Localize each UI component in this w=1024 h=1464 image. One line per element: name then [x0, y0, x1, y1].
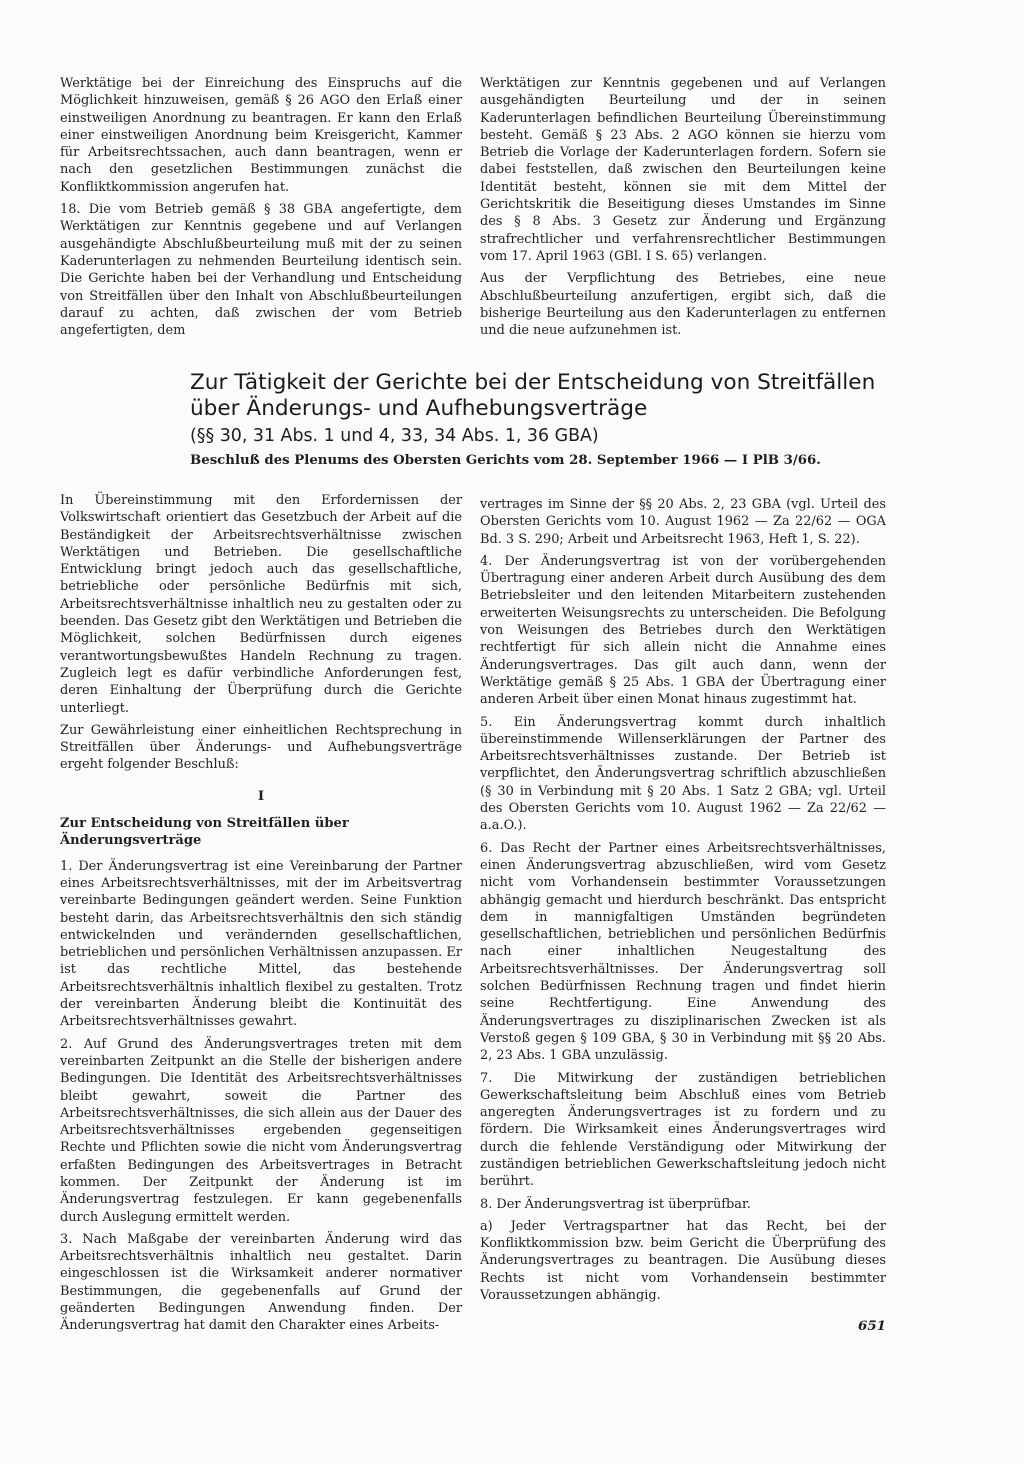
paragraph: Werktätige bei der Einreichung des Einspruchs auf die Möglichkeit hinzuweisen, gemäß § 26 AGO den Erlaß einer einstweiligen Anordnung zu beantragen. Er kann den Erlaß einer einstweiligen Anordnung beim Kreisgericht, Kammer für Arbeitsrechtssachen, auch dann beantragen, wenn er nach den gesetzlichen Bestimmungen zunächst die Konfliktkommission angerufen hat.: [60, 76, 462, 195]
paragraph: 18. Die vom Betrieb gemäß § 38 GBA angefertigte, dem Werktätigen zur Kenntnis gegebene und auf Verlangen ausgehändigte Abschlußbeurteilung muß mit der zu seinen Kaderunterlagen zu nehmenden Beurteilung identisch sein. Die Gerichte haben bei der Verhandlung und Entscheidung von Streitfällen über den Inhalt von Abschlußbeurteilungen darauf zu achten, daß zwischen der vom Betrieb angefertigten, dem: [60, 202, 462, 339]
paragraph: 3. Nach Maßgabe der vereinbarten Änderung wird das Arbeitsrechtsverhältnis inhaltlich neu gestaltet. Darin eingeschlossen ist die Wirksamkeit anderer normativer Bestimmungen, die gegebenenfalls auf Grund der geänderten Bedingungen Anwendung finden. Der Änderungsvertrag hat damit den Charakter eines Arbeits-: [60, 1231, 462, 1334]
article-title-line-2: über Änderungs- und Aufhebungsverträge: [190, 396, 648, 421]
bottom-left-column: [60, 492, 462, 1340]
paragraph: 7. Die Mitwirkung der zuständigen betrieblichen Gewerkschaftsleitung beim Abschluß eines vom Betrieb angeregten Änderungsvertrages ist zu fordern und zu fördern. Die Wirksamkeit eines Änderungsvertrages wird durch die fehlende Verständigung oder Mitwirkung der zuständigen betrieblichen Gewerkschaftsleitung jedoch nicht berührt.: [480, 1070, 886, 1190]
paragraph: a) Jeder Vertragspartner hat das Recht, bei der Konfliktkommission bzw. beim Gericht die Überprüfung des Änderungsvertrages zu beantragen. Die Ausübung dieses Rechts ist nicht vom Vorhandensein bestimmter Voraussetzungen abhängig.: [480, 1218, 886, 1304]
article-title-line-1: Zur Tätigkeit der Gerichte bei der Entscheidung von Streitfällen: [190, 370, 876, 395]
page-number: 651: [858, 1318, 886, 1334]
top-right-column: [480, 75, 886, 344]
top-left-column: [60, 75, 462, 344]
paragraph: vertrages im Sinne der §§ 20 Abs. 2, 23 GBA (vgl. Urteil des Obersten Gerichts vom 10. August 1962 — Za 22/62 — OGA Bd. 3 S. 290; Arbeit und Arbeitsrecht 1963, Heft 1, S. 22).: [480, 497, 886, 547]
paragraph: Zur Gewährleistung einer einheitlichen Rechtsprechung in Streitfällen über Änderungs- und Aufhebungsverträge ergeht folgender Beschluß:: [60, 722, 462, 773]
paragraph: 6. Das Recht der Partner eines Arbeitsrechtsverhältnisses, einen Änderungsvertrag abzuschließen, wird vom Gesetz nicht vom Vorhandensein bestimmter Voraussetzungen abhängig gemacht und hierdurch beschränkt. Das entspricht dem in mannigfaltigen Umständen begründeten gesellschaftlichen, betrieblichen und persönlichen Bedürfnis nach einer inhaltlichen Neugestaltung des Arbeitsrechtsverhältnisses. Der Änderungsvertrag soll solchen Bedürfnissen Rechnung tragen und findet hierin seine Rechtfertigung. Eine Anwendung des Änderungsvertrages zu disziplinarischen Zwecken ist als Verstoß gegen § 109 GBA, § 30 in Verbindung mit §§ 20 Abs. 2, 23 Abs. 1 GBA unzulässig.: [480, 840, 886, 1064]
bottom-right-column: [480, 496, 886, 1309]
paragraph: 8. Der Änderungsvertrag ist überprüfbar.: [480, 1196, 751, 1212]
paragraph: 4. Der Änderungsvertrag ist von der vorübergehenden Übertragung einer anderen Arbeit durch Ausübung des dem Betriebsleiter und den leitenden Mitarbeitern zustehenden erweiterten Weisungsrechts zu unterscheiden. Die Befolgung von Weisungen des Betriebes durch den Werktätigen rechtfertigt für sich allein nicht die Annahme eines Änderungsvertrages. Das gilt auch dann, wenn der Werktätige gemäß § 25 Abs. 1 GBA der Übertragung einer anderen Arbeit über einen Monat hinaus zugestimmt hat.: [480, 553, 886, 708]
paragraph: 5. Ein Änderungsvertrag kommt durch inhaltlich übereinstimmende Willenserklärungen der Partner des Arbeitsrechtsverhältnisses zustande. Der Betrieb ist verpflichtet, den Änderungsvertrag schriftlich abzuschließen (§ 30 in Verbindung mit § 20 Abs. 1 Satz 2 GBA; vgl. Urteil des Obersten Gerichts vom 10. August 1962 — Za 22/62 — a.a.O.).: [480, 714, 886, 834]
section-number: I: [257, 787, 265, 804]
article-header: [190, 370, 910, 468]
paragraph: Aus der Verpflichtung des Betriebes, eine neue Abschlußbeurteilung anzufertigen, ergibt sich, daß die bisherige Beurteilung aus den Kaderunterlagen zu entfernen und die neue aufzunehmen ist.: [480, 271, 886, 339]
paragraph: In Übereinstimmung mit den Erfordernissen der Volkswirtschaft orientiert das Gesetzbuch der Arbeit auf die Beständigkeit der Arbeitsrechtsverhältnisse zwischen Werktätigen und Betrieben. Die gesellschaftliche Entwicklung bringt jedoch auch das gesellschaftliche, betriebliche oder persönliche Bedürfnis mit sich, Arbeitsrechtsverhältnisse inhaltlich neu zu gestalten oder zu beenden. Das Gesetz gibt den Werktätigen und Betrieben die Möglichkeit, solchen Bedürfnissen durch eigenes verantwortungsbewußtes Handeln Rechnung zu tragen. Zugleich legt es dafür verbindliche Anforderungen fest, deren Einhaltung der Überprüfung durch die Gerichte unterliegt.: [60, 493, 462, 716]
paragraph: 1. Der Änderungsvertrag ist eine Vereinbarung der Partner eines Arbeitsrechtsverhältnisses, mit der im Arbeitsvertrag vereinbarte Bedingungen geändert werden. Seine Funktion besteht darin, das Arbeitsrechtsverhältnis den sich ständig entwickelnden und verändernden gesellschaftlichen, betrieblichen und persönlichen Verhältnissen anzupassen. Er ist das rechtliche Mittel, das bestehende Arbeitsrechtsverhältnis inhaltlich flexibel zu gestalten. Trotz der vereinbarten Änderung bleibt die Kontinuität des Arbeitsrechtsverhältnisses gewahrt.: [60, 858, 462, 1030]
decision-reference: Beschluß des Plenums des Obersten Gerichts vom 28. September 1966 — I PlB 3/66.: [190, 453, 821, 468]
paragraph: Werktätigen zur Kenntnis gegebenen und auf Verlangen ausgehändigten Beurteilung und der in seinen Kaderunterlagen befindlichen Beurteilung Übereinstimmung besteht. Gemäß § 23 Abs. 2 AGO können sie hierzu vom Betrieb die Vorlage der Kaderunterlagen fordern. Sofern sie dabei feststellen, daß zwischen den Beurteilungen keine Identität besteht, können sie mit dem Mittel der Gerichtskritik die Beseitigung dieses Umstandes im Sinne des § 8 Abs. 3 Gesetz zur Änderung und Ergänzung strafrechtlicher und verfahrensrechtlicher Bestimmungen vom 17. April 1963 (GBl. I S. 65) verlangen.: [480, 76, 886, 264]
article-subtitle: (§§ 30, 31 Abs. 1 und 4, 33, 34 Abs. 1, 36 GBA): [190, 426, 599, 446]
section-heading: Zur Entscheidung von Streitfällen über Änderungsverträge: [60, 816, 349, 849]
paragraph: 2. Auf Grund des Änderungsvertrages treten mit dem vereinbarten Zeitpunkt an die Stelle der bisherigen andere Bedingungen. Die Identität des Arbeitsrechtsverhältnisses bleibt gewahrt, soweit die Partner des Arbeitsrechtsverhältnisses, die sich allein aus der Dauer des Arbeitsrechtsverhältnisses ergebenden gegenseitigen Rechte und Pflichten sowie die nicht vom Änderungsvertrag erfaßten Bedingungen des Arbeitsvertrages in Betracht kommen. Der Zeitpunkt der Änderung ist im Änderungsvertrag festzulegen. Er kann gegebenenfalls durch Auslegung ermittelt werden.: [60, 1036, 462, 1225]
